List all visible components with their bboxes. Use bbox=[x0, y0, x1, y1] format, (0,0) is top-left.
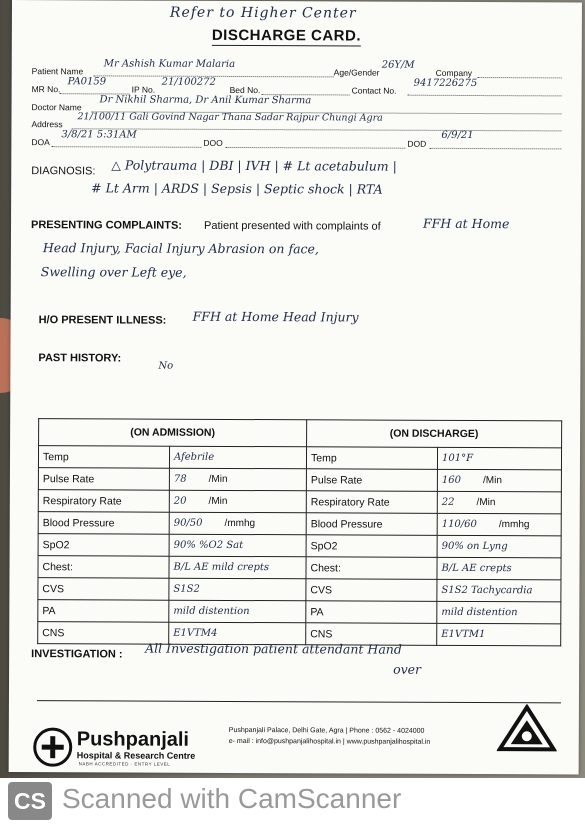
camscanner-text: Scanned with CamScanner bbox=[62, 783, 402, 814]
vital-value-discharge bbox=[437, 623, 561, 646]
vital-reading: 22 bbox=[441, 496, 455, 508]
vital-reading: 20 bbox=[173, 495, 187, 507]
footer-divider bbox=[37, 700, 561, 703]
vitals-row bbox=[38, 446, 561, 470]
vital-value-admission bbox=[169, 468, 306, 491]
bed-line bbox=[262, 83, 350, 95]
contact-label: Contact No. bbox=[351, 85, 397, 96]
dod-label: DOD bbox=[407, 138, 427, 149]
vital-value-admission bbox=[169, 600, 306, 623]
vital-reading: B/L AE crepts bbox=[441, 562, 512, 575]
vital-reading: 90% %O2 Sat bbox=[173, 539, 244, 552]
vital-unit: /Min bbox=[482, 475, 502, 487]
vital-value-admission bbox=[169, 578, 306, 601]
discharge-header: (ON DISCHARGE) bbox=[307, 420, 562, 448]
company-label: Company bbox=[435, 67, 473, 79]
age-gender-label: Age/Gender bbox=[333, 67, 380, 78]
vital-label-discharge: CNS bbox=[306, 623, 437, 646]
camscanner-logo-icon: CS bbox=[8, 782, 52, 820]
vital-reading: E1VTM1 bbox=[441, 628, 486, 641]
hospital-accreditation: NABH ACCREDITED · ENTRY LEVEL bbox=[78, 761, 171, 767]
address-label: Address bbox=[31, 119, 63, 130]
vital-label-admission: PA bbox=[38, 600, 169, 623]
vital-label-discharge: Temp bbox=[306, 447, 437, 470]
document-title: DISCHARGE CARD. bbox=[211, 26, 362, 45]
vital-label-discharge: SpO2 bbox=[306, 535, 437, 558]
mr-label: MR No. bbox=[31, 84, 61, 95]
handwritten-referral: Refer to Higher Center bbox=[169, 4, 357, 22]
vitals-row bbox=[38, 600, 561, 624]
diagnosis-line-2: # Lt Arm | ARDS | Sepsis | Septic shock | RTA bbox=[91, 180, 383, 197]
vital-label-admission: SpO2 bbox=[38, 534, 169, 557]
discharge-card bbox=[9, 0, 582, 774]
vital-value-discharge bbox=[437, 557, 561, 580]
doa-value: 3/8/21 5:31AM bbox=[61, 129, 137, 141]
complaints-intro: Patient presented with complaints of bbox=[203, 219, 381, 233]
vital-label-admission: Pulse Rate bbox=[38, 468, 169, 491]
accreditation-triangle-icon bbox=[497, 704, 557, 752]
vital-label-discharge: CVS bbox=[306, 579, 437, 602]
vitals-row bbox=[38, 578, 561, 602]
hospital-address: Pushpanjali Palace, Delhi Gate, Agra | Phone : 0562 - 4024000 bbox=[228, 726, 425, 735]
present-illness-label: H/O PRESENT ILLNESS: bbox=[38, 314, 167, 327]
vital-reading: Afebrile bbox=[173, 451, 215, 463]
vital-value-discharge bbox=[437, 491, 561, 514]
ip-label: IP No. bbox=[131, 84, 156, 95]
present-illness-value: FFH at Home Head Injury bbox=[192, 308, 359, 325]
company-line bbox=[478, 66, 562, 78]
vitals-table bbox=[37, 418, 562, 646]
vital-label-admission: Respiratory Rate bbox=[38, 490, 169, 513]
vital-reading: B/L AE mild crepts bbox=[173, 561, 270, 574]
vital-reading: mild distention bbox=[441, 606, 518, 619]
vital-unit: /Min bbox=[208, 495, 228, 507]
vital-reading: 90/50 bbox=[173, 517, 203, 529]
doo-label: DOO bbox=[203, 137, 223, 148]
vital-unit: /Min bbox=[476, 497, 496, 509]
vital-value-discharge bbox=[437, 535, 561, 558]
doo-line bbox=[225, 136, 405, 149]
vital-reading: S1S2 Tachycardia bbox=[441, 584, 533, 597]
age-gender-value: 26Y/M bbox=[381, 59, 415, 71]
vital-reading: 110/60 bbox=[441, 518, 477, 531]
vital-reading: 160 bbox=[441, 474, 462, 486]
past-history-label: PAST HISTORY: bbox=[38, 352, 122, 365]
dod-value: 6/9/21 bbox=[441, 129, 474, 142]
hospital-brand: Pushpanjali bbox=[76, 728, 190, 751]
vital-label-admission: Chest: bbox=[38, 556, 169, 579]
vital-reading: E1VTM4 bbox=[173, 627, 218, 639]
vital-label-admission: Blood Pressure bbox=[38, 512, 169, 535]
hospital-subtitle: Hospital & Research Centre bbox=[76, 750, 196, 761]
vital-label-discharge: Respiratory Rate bbox=[306, 491, 437, 514]
vitals-row bbox=[38, 468, 561, 492]
vital-label-admission: Temp bbox=[38, 446, 169, 469]
mr-value: PA0159 bbox=[67, 76, 107, 88]
vitals-row bbox=[38, 490, 561, 514]
vital-value-discharge bbox=[437, 447, 561, 470]
vital-value-discharge bbox=[437, 469, 561, 492]
vital-value-discharge bbox=[437, 513, 561, 536]
vital-reading: 101°F bbox=[441, 452, 474, 465]
vital-reading: 78 bbox=[173, 473, 187, 485]
address-value: 21/100/11 Gali Govind Nagar Thana Sadar Rajpur Chungi Agra bbox=[77, 111, 383, 124]
complaints-label: PRESENTING COMPLAINTS: bbox=[30, 219, 182, 232]
vital-value-discharge bbox=[437, 601, 561, 624]
vitals-header-row bbox=[39, 419, 562, 448]
doa-label: DOA bbox=[31, 137, 50, 148]
doctor-value: Dr Nikhil Sharma, Dr Anil Kumar Sharma bbox=[99, 94, 312, 107]
vital-label-discharge: PA bbox=[306, 601, 437, 624]
investigation-line-2: over bbox=[393, 661, 422, 677]
complaints-line-1: FFH at Home bbox=[422, 215, 510, 232]
vitals-row bbox=[38, 534, 561, 558]
vital-reading: mild distention bbox=[173, 605, 250, 618]
complaints-line-2: Head Injury, Facial Injury Abrasion on face, bbox=[42, 240, 319, 257]
diagnosis-line-1: △ Polytrauma | DBI | IVH | # Lt acetabulum | bbox=[111, 157, 397, 174]
vital-unit: /Min bbox=[208, 473, 228, 485]
patient-name-label: Patient Name bbox=[31, 66, 84, 77]
contact-value: 9417226275 bbox=[413, 77, 478, 90]
past-history-value: No bbox=[158, 360, 174, 372]
vital-unit: /mmhg bbox=[224, 517, 256, 530]
vitals-row bbox=[38, 512, 561, 536]
vital-label-admission: CNS bbox=[38, 622, 169, 645]
vital-unit: /mmhg bbox=[498, 519, 530, 531]
vital-label-discharge: Pulse Rate bbox=[306, 469, 437, 492]
vital-label-discharge: Blood Pressure bbox=[306, 513, 437, 536]
hospital-logo-icon bbox=[33, 727, 73, 767]
admission-header: (ON ADMISSION) bbox=[39, 419, 307, 447]
patient-name-value: Mr Ashish Kumar Malaria bbox=[103, 58, 236, 70]
vital-reading: S1S2 bbox=[173, 583, 200, 595]
vital-value-admission bbox=[169, 556, 306, 579]
vitals-row bbox=[38, 556, 561, 580]
vital-reading: 90% on Lyng bbox=[441, 540, 508, 553]
vitals-body bbox=[38, 446, 562, 646]
vital-label-discharge: Chest: bbox=[306, 557, 437, 580]
ip-value: 21/100272 bbox=[161, 76, 216, 88]
vital-value-admission bbox=[169, 446, 306, 469]
doctor-label: Doctor Name bbox=[31, 102, 82, 113]
hospital-contact: e- mail : info@pushpanjalihospital.in | www.pushpanjalihospital.in bbox=[228, 737, 431, 746]
vital-value-admission bbox=[169, 512, 306, 535]
investigation-label: INVESTIGATION : bbox=[31, 648, 123, 661]
bed-label: Bed No. bbox=[229, 84, 261, 96]
vital-value-admission bbox=[169, 490, 306, 513]
investigation-line-1: All Investigation patient attendant Hand bbox=[145, 640, 402, 657]
vital-value-discharge bbox=[437, 579, 561, 602]
vital-label-admission: CVS bbox=[38, 578, 169, 601]
complaints-line-3: Swelling over Left eye, bbox=[40, 264, 187, 280]
vital-value-admission bbox=[169, 534, 306, 557]
diagnosis-label: DIAGNOSIS: bbox=[31, 165, 96, 178]
